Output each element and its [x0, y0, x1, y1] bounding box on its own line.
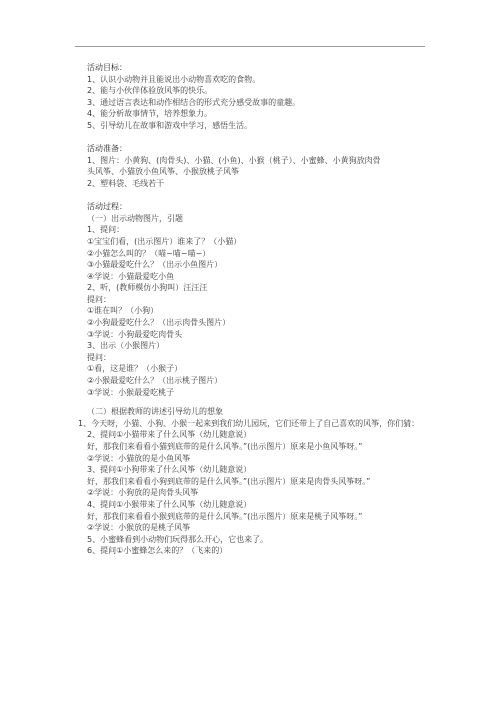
process-line: ①谁在叫？（小狗） — [87, 306, 159, 316]
process-line: ②学说：小猫放的是小鱼风筝 — [87, 453, 191, 463]
process-line: ①看，这是谁？（小猴子） — [87, 364, 183, 374]
process-line: ④学说：小猫最爱吃小鱼 — [87, 271, 175, 281]
process-line: 好，那我们来看看小猫到底带的是什么风筝。”(出示图片）原来是小鱼风筝呀。” — [87, 442, 363, 451]
process-line: ②小狗最爱吃什么？（出示肉骨头图片） — [87, 318, 231, 328]
process-line: ③学说：小猴最爱吃桃子 — [87, 387, 175, 397]
process-heading: 活动过程： — [87, 202, 127, 212]
process-line: ②学说：小猴放的是桃子风筝 — [87, 523, 191, 533]
part2-title: （二）根据教师的讲述引导幼儿的想象 — [87, 407, 223, 417]
goal-item: 1、认识小动物并且能说出小动物喜欢吃的食物。 — [87, 74, 261, 84]
process-line: 4、提问①小猴带来了什么风筝（幼儿随意说） — [87, 499, 252, 509]
goal-item: 5、引导幼儿在故事和游戏中学习，感悟生活。 — [87, 120, 253, 130]
process-line: 2、听，(教师模仿小狗叫）汪汪汪 — [87, 283, 208, 293]
process-line: ②学说：小狗放的是肉骨头风筝 — [87, 488, 199, 498]
prep-item: 2、塑料袋、毛线若干 — [87, 178, 165, 188]
process-line: 好，那我们来看看小狗到底带的是什么风筝。”(出示图片）原来是肉骨头风筝呀。” — [87, 476, 371, 486]
process-line: ②小猴最爱吃什么？（出示桃子图片） — [87, 376, 223, 386]
process-line: 提问： — [87, 294, 111, 304]
process-line: 6、提问①小蜜蜂怎么来的？（飞来的） — [87, 546, 228, 556]
part2-paragraph: 1、今天呀，小猫、小狗、小猴一起来到我们幼儿园玩，它们还带上了自己喜欢的风筝，你们猜： — [78, 418, 420, 428]
process-line: 2、提问①小猫带来了什么风筝（幼儿随意说） — [87, 430, 252, 440]
process-line: ①宝宝们看，(出示图片）谁来了？（小猫） — [87, 236, 242, 246]
process-line: 1、提问： — [87, 225, 125, 235]
process-line: 5、小蜜蜂看到小动物们玩得那么开心，它也来了。 — [87, 534, 269, 544]
process-line: （一）出示动物图片，引题 — [87, 213, 183, 223]
goal-item: 4、能分析故事情节，培养想象力。 — [87, 109, 213, 119]
process-line: 提问： — [87, 352, 111, 362]
document-body — [78, 62, 429, 557]
prep-heading: 活动准备： — [87, 144, 127, 154]
header-rule — [75, 46, 425, 47]
process-line: 3、提问①小狗带来了什么风筝（幼儿随意说） — [87, 465, 252, 475]
process-line: ③学说：小狗最爱吃肉骨头 — [87, 329, 183, 339]
process-line: 3、出示（小猴图片） — [87, 341, 165, 351]
process-line: ③小猫最爱吃什么？（出示小鱼图片） — [87, 260, 223, 270]
prep-item: 头风筝、小猫放小鱼风筝、小猴放桃子风筝 — [87, 167, 239, 177]
goals-heading: 活动目标： — [87, 63, 127, 72]
goal-item: 2、能与小伙伴体验放风筝的快乐。 — [87, 86, 213, 96]
process-line: ②小猫怎么叫的？（喵~喵~喵~） — [87, 248, 211, 258]
prep-item: 1、图片：小黄狗、(肉骨头)、小猫、(小鱼)、小猴（桃子）、小蜜蜂、小黄狗放肉骨 — [87, 155, 381, 165]
goal-item: 3、通过语言表达和动作相结合的形式充分感受故事的童趣。 — [87, 97, 301, 107]
process-line: 好，那我们来看看小猴到底带的是什么风筝。”(出示图片）原来是桃子风筝呀。” — [87, 511, 363, 521]
